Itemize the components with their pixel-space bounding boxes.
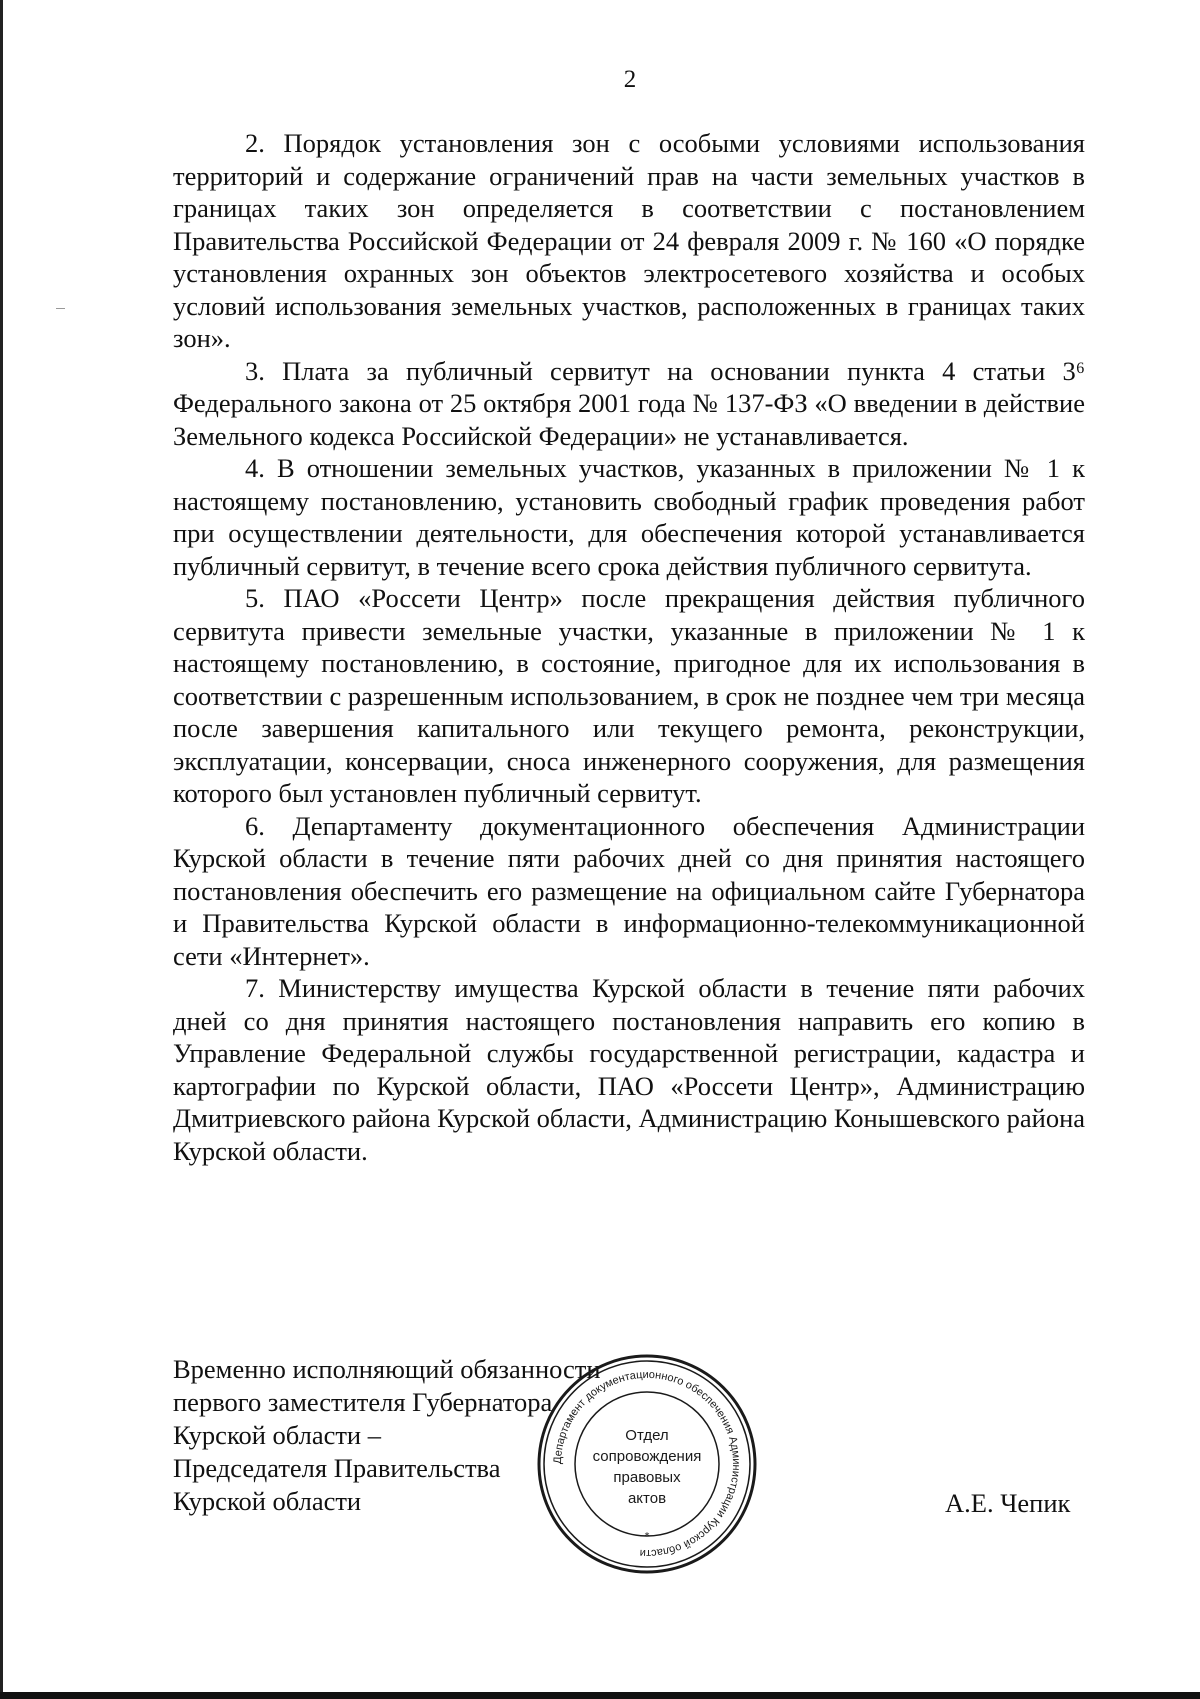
- scan-mark: [56, 308, 65, 309]
- signer-title-line-4: Председателя Правительства: [173, 1453, 501, 1483]
- signer-title-line-2: первого заместителя Губернатора: [173, 1387, 553, 1417]
- stamp-line-2: сопровождения: [592, 1448, 702, 1465]
- page-number: 2: [623, 66, 637, 93]
- signer-title-line-3: Курской области –: [173, 1420, 381, 1450]
- signer-name: А.Е. Чепик: [945, 1488, 1071, 1518]
- signer-title-line-1: Временно исполняющий обязанности: [173, 1354, 601, 1384]
- stamp-line-3: правовых: [613, 1469, 681, 1486]
- paragraph-3: 3. Плата за публичный сервитут на основании пункта 4 статьи 3⁶ Федерального закона от 25 октября 2001 года № 137-ФЗ «О введении в действие Земельного кодекса Российской Федерации» не устанавливается.: [173, 355, 1085, 451]
- official-stamp: [535, 1352, 759, 1576]
- paragraph-5: 5. ПАО «Россети Центр» после прекращения действия публичного сервитута привести земельные участки, указанные в приложении № 1 к настоящему постановлению, в состояние, пригодное для их использования в соответствии с разрешенным использованием, в срок не позднее чем три месяца после завершения капитального или текущего ремонта, реконструкции, эксплуатации, консервации, сноса инженерного сооружения, для размещения которого был установлен публичный сервитут.: [173, 583, 1085, 808]
- document-body: [173, 127, 1085, 1167]
- paragraph-2: 2. Порядок установления зон с особыми условиями использования территорий и содержание ограничений прав на части земельных участков в границах таких зон определяется в соответствии с постановлением Правительства Российской Федерации от 24 февраля 2009 г. № 160 «О порядке установления охранных зон объектов электросетевого хозяйства и особых условий использования земельных участков, расположенных в границах таких зон».: [173, 128, 1085, 353]
- stamp-line-4: актов: [627, 1490, 667, 1507]
- signer-title-line-5: Курской области: [173, 1486, 362, 1516]
- scan-bottom-edge: [0, 1692, 1200, 1699]
- paragraph-7: 7. Министерству имущества Курской области в течение пяти рабочих дней со дня принятия настоящего постановления направить его копию в Управление Федеральной службы государственной регистрации, кадастра и картографии по Курской области, ПАО «Россети Центр», Администрацию Дмитриевского района Курской области, Администрацию Конышевского района Курской области.: [173, 973, 1086, 1166]
- stamp-line-1: Отдел: [625, 1427, 669, 1444]
- stamp-ring-text: Департамент документационного обеспечения Администрации Курской области: [551, 1368, 743, 1560]
- scan-left-edge: [0, 0, 3, 1699]
- paragraph-6: 6. Департаменту документационного обеспечения Администрации Курской области в течение пяти рабочих дней со дня принятия настоящего постановления обеспечить его размещение на официальном сайте Губернатора и Правительства Курской области в информационно-телекоммуникационной сети «Интернет».: [173, 810, 1085, 971]
- paragraph-4: 4. В отношении земельных участков, указанных в приложении № 1 к настоящему постановлению, установить свободный график проведения работ при осуществлении деятельности, для обеспечения которой устанавливается публичный сервитут, в течение всего срока действия публичного сервитута.: [173, 453, 1085, 581]
- svg-text:*: *: [644, 1531, 650, 1542]
